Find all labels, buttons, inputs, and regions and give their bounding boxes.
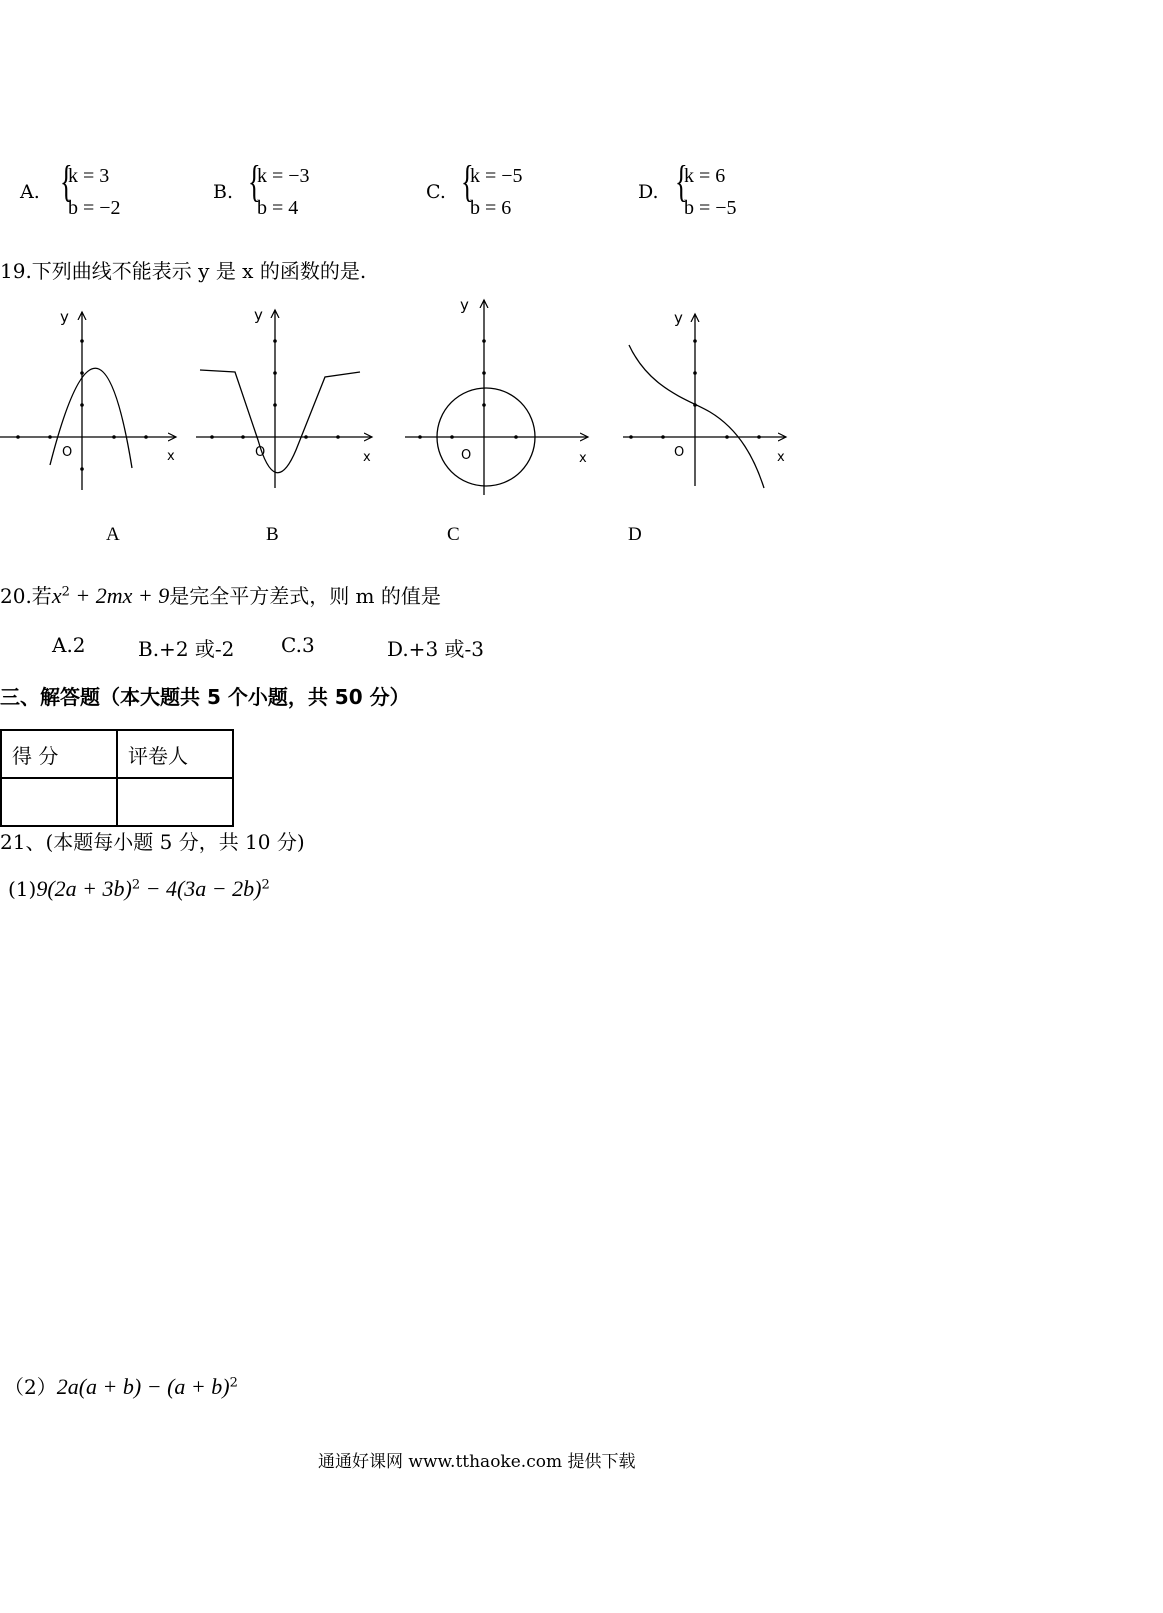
q18-option-d-label: D. [638,181,659,203]
graph-d-caption: D [628,524,642,545]
footer-text: 通通好课网 www.tthaoke.com 提供下载 [318,1452,636,1472]
q18-option-d-b: b = −5 [684,197,737,219]
q18-option-b-k: k = −3 [257,165,310,187]
graph-d-y-label: y [674,309,683,327]
q21-part1-label: (1) [8,877,37,901]
score-table [0,729,234,827]
q18-option-a-b: b = −2 [68,197,121,219]
q21-part1-sup1: 2 [131,877,141,893]
q21-part1-sup2: 2 [261,877,270,893]
graph-a-y-label: y [60,308,69,326]
q21-part2-label: （2） [4,1375,57,1399]
q21-part2-sup: 2 [229,1375,238,1391]
q21-part1 [8,876,270,902]
graph-b-origin-label: O [255,445,266,460]
graph-a [0,308,176,490]
section3-title: 三、解答题（本大题共 5 个小题，共 50 分） [0,685,410,709]
q18-option-b-b: b = 4 [257,197,299,219]
q18-option-d-brace: { [675,157,688,206]
q18-option-a-label: A. [20,181,40,203]
q20-option-b: B.+2 或-2 [138,637,235,661]
q20-suffix: 是完全平方差式，则 m 的值是 [169,584,441,608]
score-table-grader-header: 评卷人 [117,730,233,778]
q20-option-a: A.2 [52,633,86,657]
q18-option-d-k: k = 6 [684,165,726,187]
graph-d-origin-label: O [674,445,685,460]
score-table-score-header: 得 分 [1,730,117,778]
graph-d [623,309,786,488]
graph-a-x-label: x [167,449,175,464]
graph-b-curve [200,370,360,473]
graph-d-x-label: x [777,450,785,465]
q18-option-b-label: B. [213,181,234,203]
graph-c-x-label: x [579,451,587,466]
q21-part2 [4,1371,238,1400]
q18-option-c-label: C. [426,181,446,203]
q21-header: 21、(本题每小题 5 分，共 10 分) [0,830,305,854]
graph-a-origin-label: O [62,445,73,460]
q19-text: 19.下列曲线不能表示 y 是 x 的函数的是. [0,259,367,283]
graph-c-caption: C [447,524,460,545]
q18-option-a-k: k = 3 [68,165,110,187]
q21-part1-expr-b: − 4(3a − 2b) [140,876,262,901]
graph-c-y-label: y [460,296,469,314]
graph-b-caption: B [266,524,279,545]
q20-text [0,580,441,609]
graph-b [196,306,372,488]
q20-option-c: C.3 [281,633,315,657]
q20-expr-x: x [51,583,62,608]
q18-option-c-brace: { [461,157,474,206]
q21-part1-expr-a: 9(2a + 3b) [36,876,132,901]
q18-option-c-k: k = −5 [470,165,523,187]
q20-prefix: 20.若 [0,584,52,608]
q18-option-b-brace: { [248,157,261,206]
q20-expr-sup: 2 [61,584,70,600]
q20-option-d: D.+3 或-3 [387,637,485,661]
q21-part2-expr: 2a(a + b) − (a + b) [56,1374,230,1399]
q20-expr-rest: + 2mx + 9 [69,583,170,608]
graph-b-x-label: x [363,450,371,465]
graph-b-y-label: y [254,306,263,324]
score-table-score-cell [1,778,117,826]
q18-option-c-b: b = 6 [470,197,512,219]
graph-c-origin-label: O [461,448,472,463]
graph-c [405,296,588,495]
graph-a-caption: A [106,524,120,545]
q18-option-a-brace: { [60,157,73,206]
score-table-grader-cell [117,778,233,826]
q19-graphs [0,290,800,510]
graph-d-curve [629,345,764,488]
